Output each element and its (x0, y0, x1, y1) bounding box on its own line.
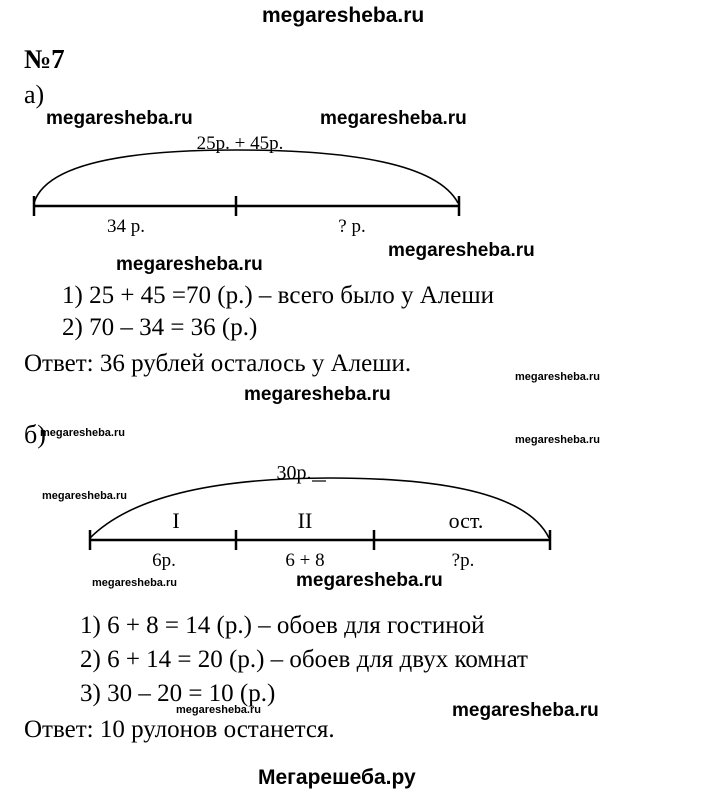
part-a-segment2-label: ? р. (338, 216, 366, 237)
header-site-name: megaresheba.ru (262, 4, 425, 27)
watermark: megaresheba.ru (176, 704, 261, 716)
footer-site-name: Мегарешеба.ру (258, 766, 416, 789)
watermark: megaresheba.ru (40, 427, 125, 439)
part-a-top-label: 25р. + 45р. (196, 133, 284, 154)
part-b-section3-label: ост. (448, 508, 484, 533)
part-a-brace (34, 150, 458, 203)
watermark: megaresheba.ru (244, 384, 391, 405)
part-b-section1-label: I (172, 508, 180, 533)
watermark: megaresheba.ru (515, 434, 600, 446)
watermark: megaresheba.ru (452, 700, 599, 721)
part-a-step-2: 2) 70 – 34 = 36 (р.) (62, 314, 258, 341)
watermark: megaresheba.ru (92, 577, 177, 589)
part-b-segment2-label: 6 + 8 (285, 550, 325, 571)
part-b-label: б) (24, 420, 46, 449)
watermark: megaresheba.ru (296, 570, 443, 591)
watermark: megaresheba.ru (320, 108, 467, 129)
part-b-top-label: 30р. (276, 462, 312, 484)
part-b-section2-label: II (297, 508, 313, 533)
watermark: megaresheba.ru (515, 371, 600, 383)
part-b-answer: Ответ: 10 рулонов останется. (24, 716, 335, 743)
part-a-label: а) (24, 80, 45, 109)
watermark: megaresheba.ru (42, 490, 127, 502)
part-b-segment1-label: 6р. (152, 550, 176, 571)
watermark: megaresheba.ru (116, 254, 263, 275)
watermark: megaresheba.ru (388, 240, 535, 261)
part-a-segment1-label: 34 р. (107, 216, 145, 237)
part-b-step-2: 2) 6 + 14 = 20 (р.) – обоев для двух комнат (80, 646, 528, 673)
watermark: megaresheba.ru (46, 108, 193, 129)
problem-number: №7 (24, 44, 65, 74)
part-a-answer: Ответ: 36 рублей осталось у Алеши. (24, 350, 412, 377)
part-a-step-1: 1) 25 + 45 =70 (р.) – всего было у Алеши (62, 282, 494, 309)
part-b-step-1: 1) 6 + 8 = 14 (р.) – обоев для гостиной (80, 612, 485, 639)
part-b-step-3: 3) 30 – 20 = 10 (р.) (80, 680, 276, 707)
part-b-segment3-label: ?р. (451, 550, 475, 571)
